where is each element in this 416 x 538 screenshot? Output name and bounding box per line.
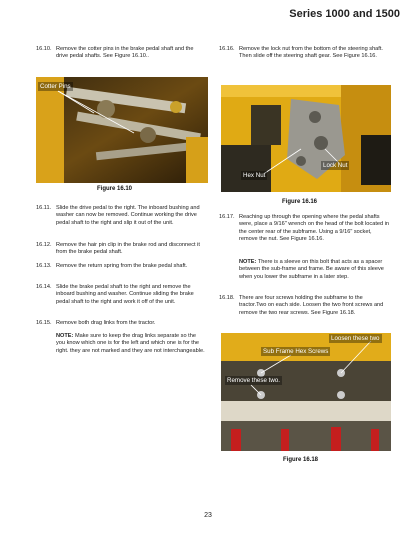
step-16-18 — [219, 295, 389, 317]
step-text: Remove both drag links from the tractor. — [56, 320, 156, 326]
figure-16-16-photo — [221, 85, 391, 192]
step-number: 16.16. — [219, 46, 235, 52]
callout-sub-frame-hex-screws: Sub Frame Hex Screws — [263, 348, 329, 355]
note-sleeve — [239, 259, 389, 281]
callout-hex-nut: Hex Nut — [243, 172, 266, 179]
step-number: 16.14. — [36, 284, 52, 290]
step-number: 16.15. — [36, 320, 52, 326]
step-text: Remove the hair pin clip in the brake rod and disconnect it from the brake pedal shaft. — [56, 242, 200, 256]
step-number: 16.10. — [36, 46, 52, 52]
page-number: 23 — [204, 512, 212, 519]
page-header-title: Series 1000 and 1500 — [289, 8, 400, 20]
step-16-12 — [36, 242, 206, 257]
step-number: 16.12. — [36, 242, 52, 248]
cotter-pins-photo-image — [36, 77, 208, 183]
step-16-17 — [219, 214, 389, 244]
note-text: There is a sleeve on this bolt that acts as a spacer between the sub-frame and frame. Be aware of this sleeve when you lower the subframe in a later step. — [239, 259, 384, 280]
step-text: Remove the cotter pins in the brake pedal shaft and the drive pedal shafts. See Figure 16.10.. — [56, 46, 194, 60]
step-16-14 — [36, 284, 206, 306]
step-16-16 — [219, 46, 389, 61]
figure-16-10-caption: Figure 16.10 — [97, 186, 133, 192]
step-text: Remove the lock nut from the bottom of the steering shaft. Then slide off the steering shaft gear. See Figure 16.16. — [239, 46, 383, 60]
step-number: 16.11. — [36, 205, 52, 211]
step-text: Remove the return spring from the brake pedal shaft. — [56, 263, 188, 269]
right-column — [219, 46, 389, 86]
step-16-13 — [36, 263, 206, 270]
callout-remove-these-two: Remove these two. — [227, 377, 280, 384]
figure-16-18-caption: Figure 16.18 — [283, 457, 319, 463]
note-label: NOTE: — [239, 259, 257, 265]
step-text: Slide the drive pedal to the right. The inboard bushing and washer can now be removed. Continue working the drive pedal shaft to the right and slip it out of the unit. — [56, 205, 200, 226]
figure-16-18-photo — [221, 333, 391, 451]
step-text: Slide the brake pedal shaft to the right and remove the inboard bushing and washer. Continue sliding the brake pedal shaft to the right and work it off of the unit. — [56, 284, 194, 305]
callout-lock-nut: Lock Nut — [323, 162, 348, 169]
callout-loosen-these-two: Loosen these two — [331, 335, 380, 342]
step-16-15 — [36, 320, 206, 327]
note-drag-links — [56, 333, 206, 355]
step-number: 16.18. — [219, 295, 235, 301]
step-16-10 — [36, 46, 206, 61]
step-number: 16.13. — [36, 263, 52, 269]
note-label: NOTE: — [56, 333, 74, 339]
figure-16-16-caption: Figure 16.16 — [282, 199, 318, 205]
step-text: Reaching up through the opening where the pedal shafts were, place a 9/16" wrench on the head of the bolt located in the center rear of the subframe. Using a 9/16" socket, remove the nut. See Figure 16.16. — [239, 214, 390, 243]
step-text: There are four screws holding the subframe to the tractor.Two on each side. Loosen the two front screws and remove the two rear screws. See Figure 16.18. — [239, 295, 384, 316]
right-column-lower — [219, 214, 389, 334]
step-16-11 — [36, 205, 206, 227]
step-number: 16.17. — [219, 214, 235, 220]
note-text: Make sure to keep the drag links separate so the you know which one is for the left and which one is for the right. they are not marked and they are not interchangeable. — [56, 333, 205, 354]
callout-cotter-pins: Cotter Pins — [40, 83, 71, 90]
left-column-lower — [36, 205, 206, 385]
figure-16-10-photo — [36, 77, 208, 183]
